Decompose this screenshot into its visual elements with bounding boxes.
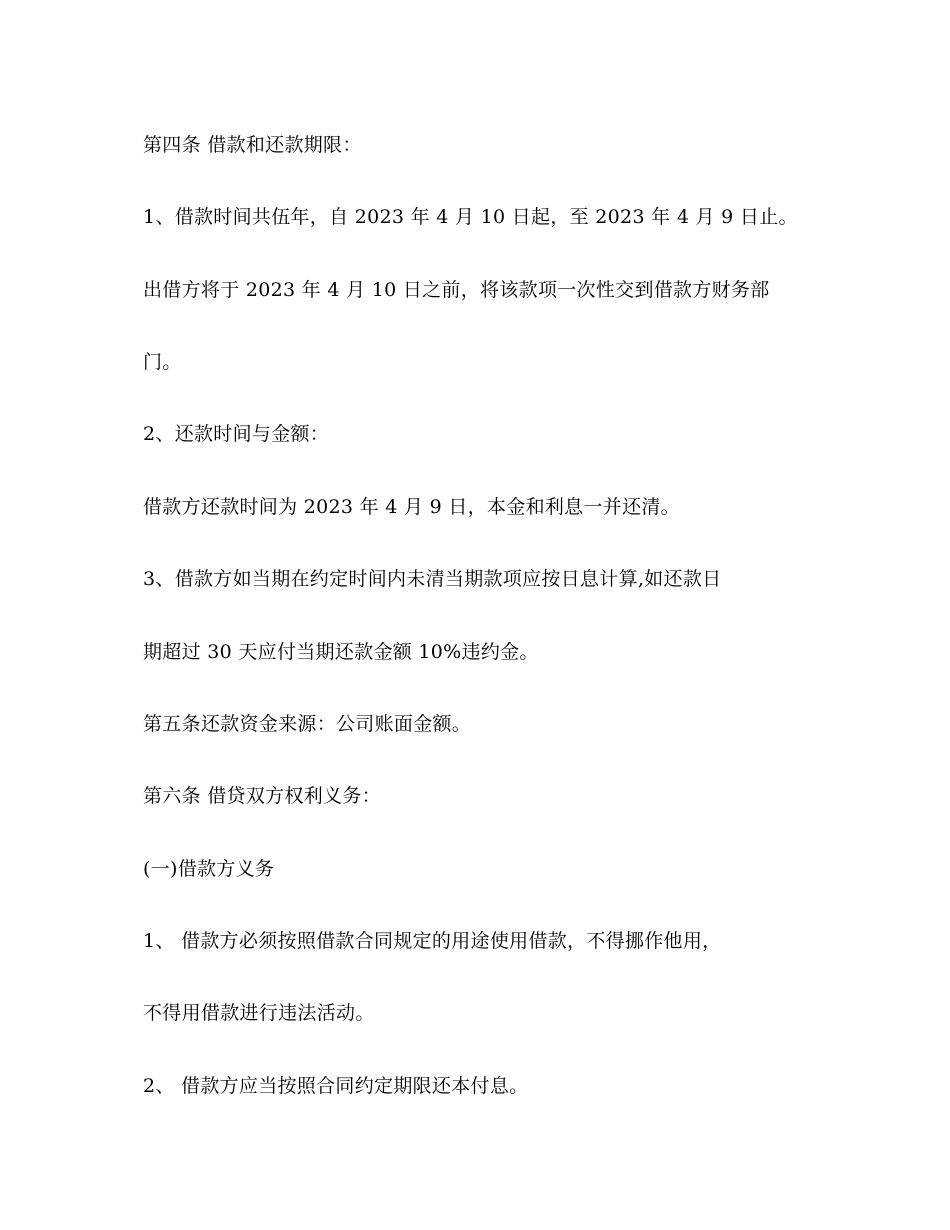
- borrower-obligations-heading: (一)借款方义务: [143, 858, 275, 880]
- borrower-obligation-1: 1、 借款方必须按照借款合同规定的用途使用借款，不得挪作他用，: [143, 930, 722, 952]
- borrower-obligation-1-continued: 不得用借款进行违法活动。: [143, 1002, 375, 1024]
- loan-term-clause: 1、借款时间共伍年，自 2023 年 4 月 10 日起，至 2023 年 4 月 9 日止。: [143, 206, 798, 228]
- article-5-repayment-source: 第五条还款资金来源：公司账面金额。: [143, 713, 472, 735]
- article-6-heading: 第六条 借贷双方权利义务：: [143, 785, 381, 807]
- repayment-time-heading: 2、还款时间与金额：: [143, 423, 330, 445]
- lender-delivery-clause: 出借方将于 2023 年 4 月 10 日之前，将该款项一次性交到借款方财务部: [143, 279, 770, 301]
- late-payment-clause-continued: 期超过 30 天应付当期还款金额 10%违约金。: [143, 641, 539, 663]
- late-payment-clause: 3、借款方如当期在约定时间内未清当期款项应按日息计算,如还款日: [143, 568, 722, 590]
- repayment-time-clause: 借款方还款时间为 2023 年 4 月 9 日，本金和利息一并还清。: [143, 496, 680, 518]
- borrower-obligation-2: 2、 借款方应当按照合同约定期限还本付息。: [143, 1075, 529, 1097]
- lender-delivery-clause-continued: 门。: [143, 351, 182, 373]
- article-4-heading: 第四条 借款和还款期限：: [143, 134, 362, 156]
